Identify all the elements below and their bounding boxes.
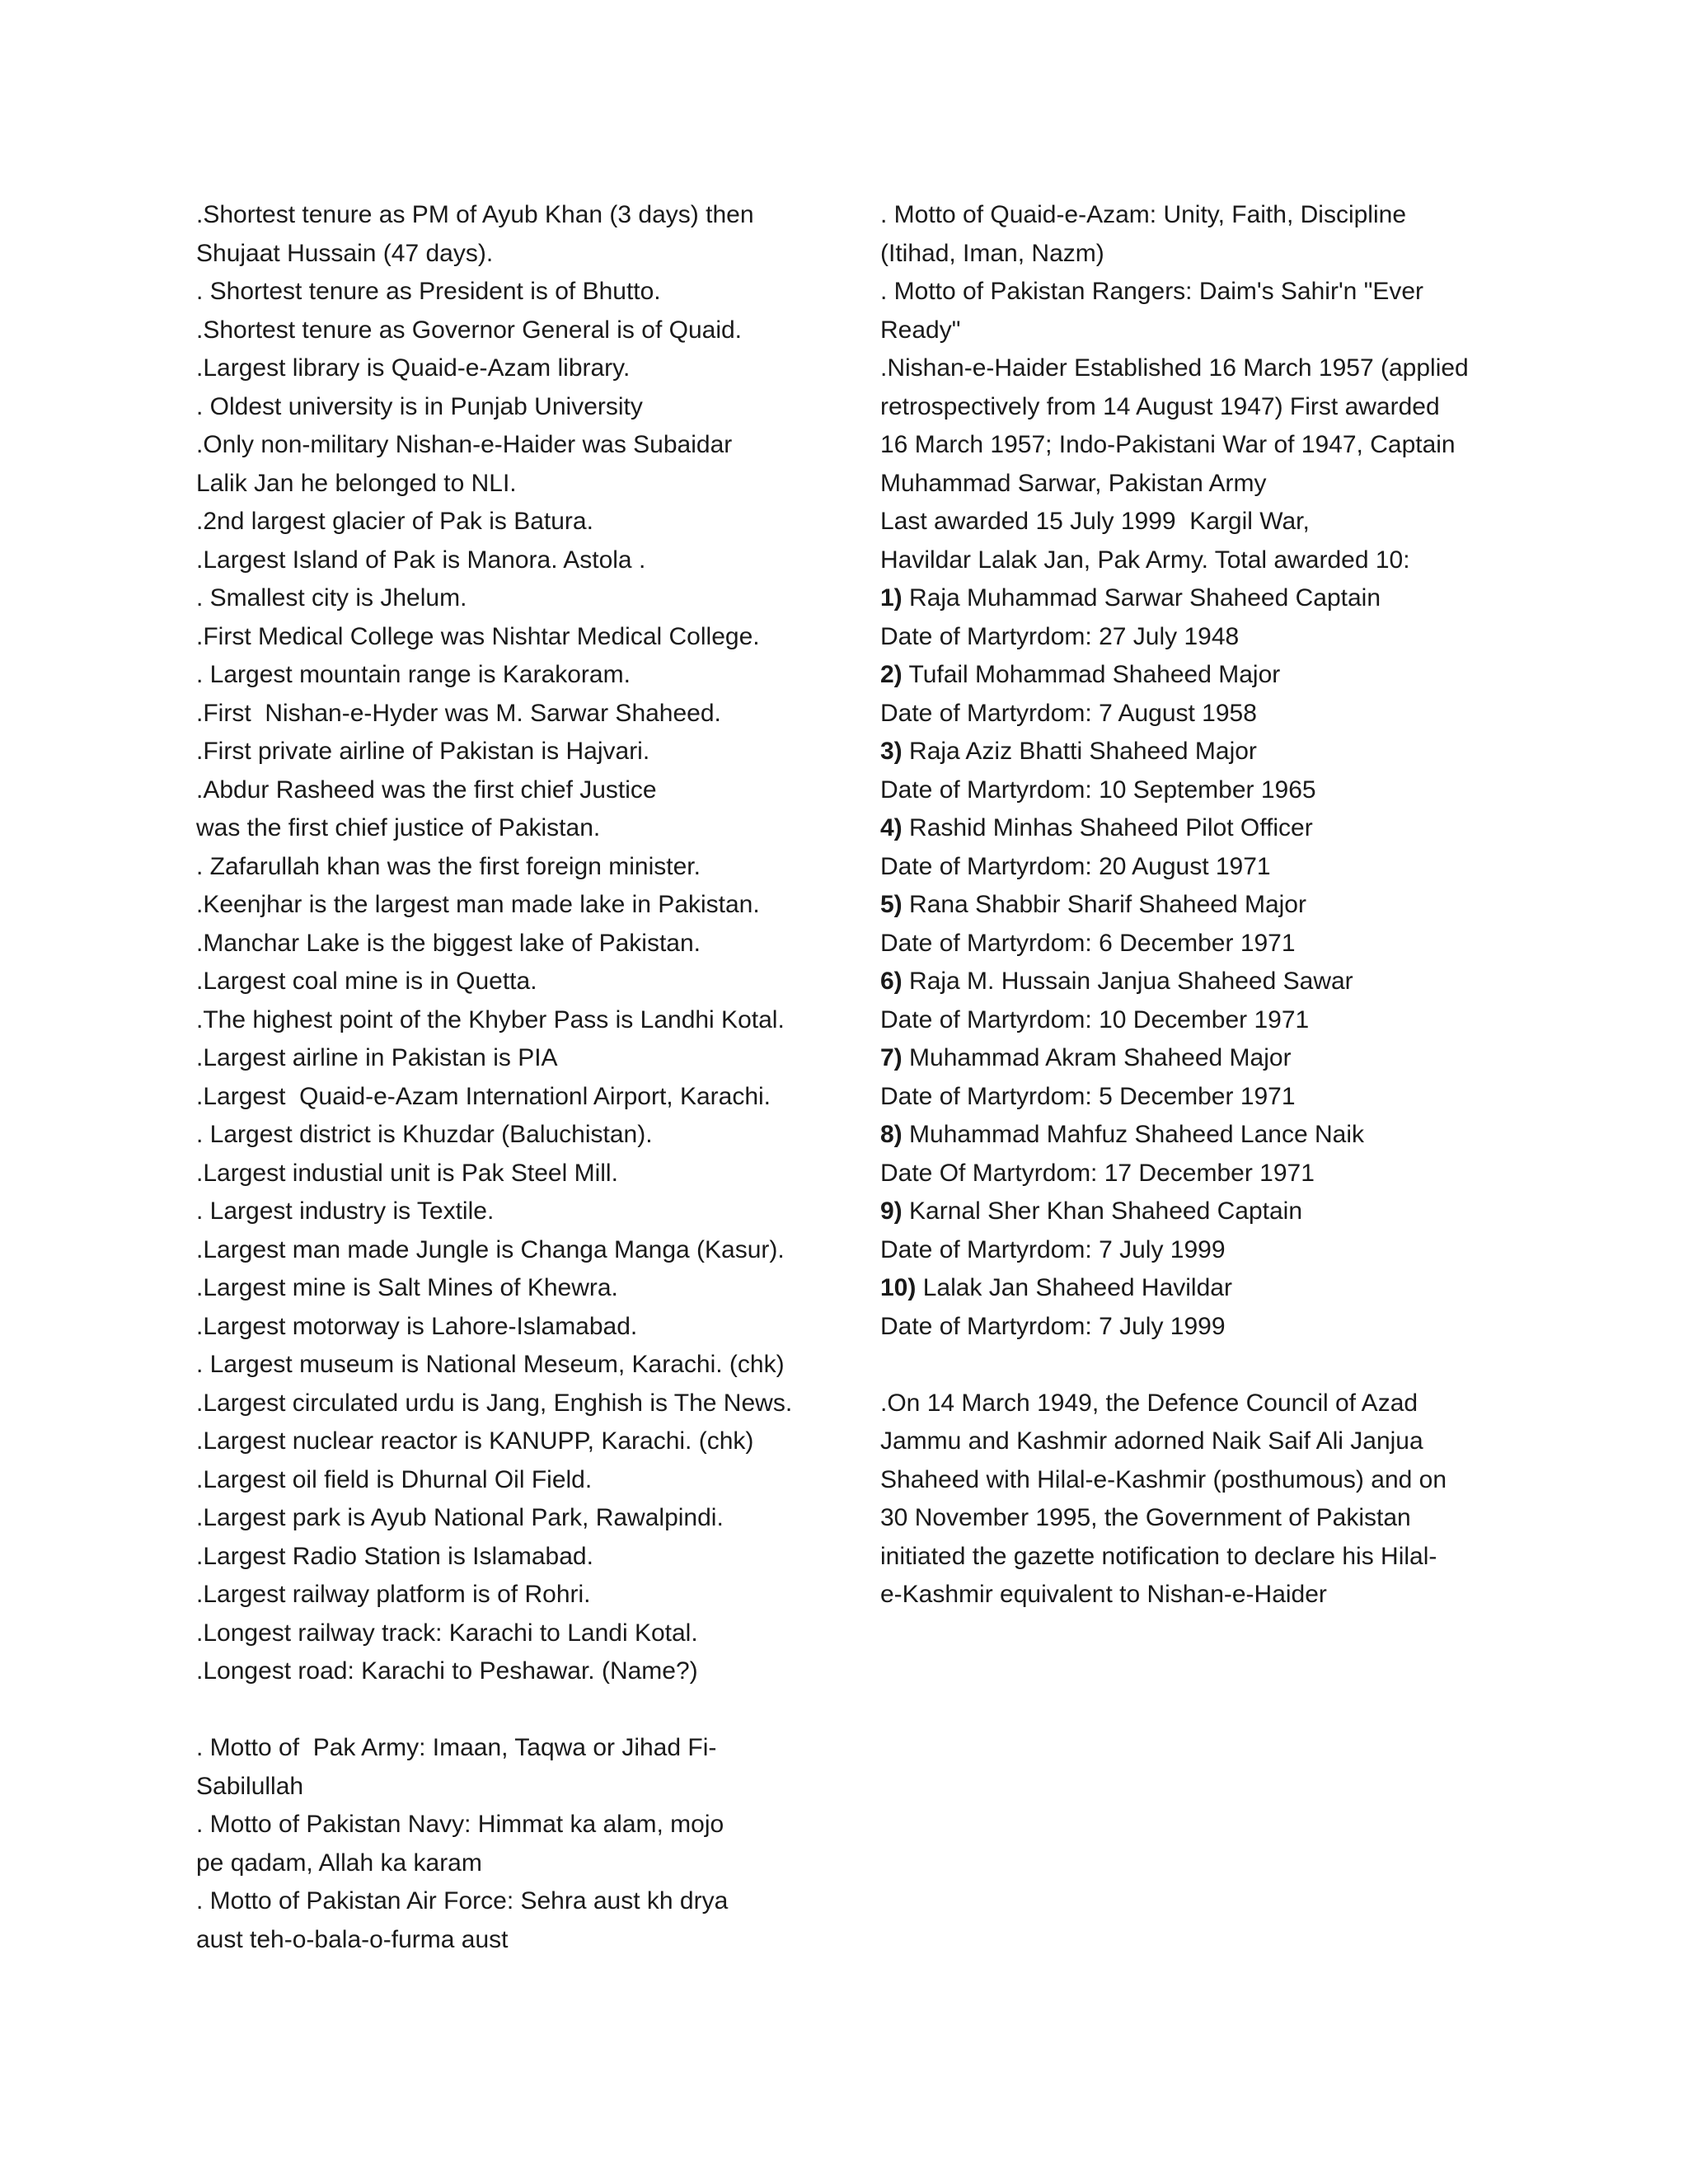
left-column <box>196 196 823 1959</box>
fact-line: .Largest motorway is Lahore-Islamabad. <box>196 1312 638 1340</box>
martyrdom-date: Date of Martyrdom: 6 December 1971 <box>880 929 1296 957</box>
recipients-list <box>880 579 1507 1346</box>
recipient-name: Raja Aziz Bhatti Shaheed Major <box>902 738 1257 765</box>
fact-line: .Largest park is Ayub National Park, Rawalpindi. <box>196 1504 724 1531</box>
motto-line: pe qadam, Allah ka karam <box>196 1849 482 1877</box>
recipient-entry <box>880 656 1507 733</box>
blank-line <box>196 1691 823 1730</box>
fact-line: .Keenjhar is the largest man made lake in Pakistan. <box>196 891 760 918</box>
fact-line: .Largest Quaid-e-Azam Internationl Airport, Karachi. <box>196 1082 771 1110</box>
fact-line: .Largest railway platform is of Rohri. <box>196 1581 591 1608</box>
fact-line: .Largest library is Quaid-e-Azam library. <box>196 354 631 382</box>
martyrdom-date: Date of Martyrdom: 10 December 1971 <box>880 1005 1310 1033</box>
intro-line: Last awarded 15 July 1999 Kargil War, <box>880 508 1310 535</box>
fact-line: was the first chief justice of Pakistan. <box>196 814 601 841</box>
fact-line: .Longest railway track: Karachi to Landi Kotal. <box>196 1619 698 1647</box>
recipient-entry <box>880 1269 1507 1346</box>
fact-line: .Largest man made Jungle is Changa Manga (Kasur). <box>196 1235 785 1263</box>
mottos-list <box>196 1729 823 1959</box>
recipient-entry <box>880 963 1507 1039</box>
recipient-entry <box>880 733 1507 809</box>
motto-line: Sabilullah <box>196 1772 304 1800</box>
intro-line: Muhammad Sarwar, Pakistan Army <box>880 469 1267 497</box>
fact-line: .Abdur Rasheed was the first chief Justice <box>196 776 657 804</box>
closing-line: 30 November 1995, the Government of Pakistan <box>880 1504 1411 1531</box>
fact-line: .Shortest tenure as PM of Ayub Khan (3 days) then <box>196 201 754 228</box>
recipient-number: 7) <box>880 1044 903 1071</box>
recipient-name: Tufail Mohammad Shaheed Major <box>902 661 1281 688</box>
fact-line: .2nd largest glacier of Pak is Batura. <box>196 508 593 535</box>
recipient-entry <box>880 886 1507 963</box>
fact-line: .First private airline of Pakistan is Hajvari. <box>196 738 650 765</box>
fact-line: .Manchar Lake is the biggest lake of Pakistan. <box>196 929 701 957</box>
fact-line: .First Nishan-e-Hyder was M. Sarwar Shaheed. <box>196 699 721 727</box>
intro-line: 16 March 1957; Indo-Pakistani War of 1947, Captain <box>880 431 1456 458</box>
intro-line: Havildar Lalak Jan, Pak Army. Total awarded 10: <box>880 546 1410 574</box>
recipient-entry <box>880 1039 1507 1116</box>
recipient-number: 8) <box>880 1121 903 1148</box>
recipient-number: 6) <box>880 968 903 995</box>
martyrdom-date: Date of Martyrdom: 7 July 1999 <box>880 1312 1226 1340</box>
intro-line: . Motto of Quaid-e-Azam: Unity, Faith, Discipline <box>880 201 1406 228</box>
fact-line: . Smallest city is Jhelum. <box>196 584 467 612</box>
intro-line: .Nishan-e-Haider Established 16 March 1957 (applied <box>880 354 1469 382</box>
recipient-name: Raja Muhammad Sarwar Shaheed Captain <box>902 584 1381 612</box>
fact-line: . Shortest tenure as President is of Bhutto. <box>196 278 661 305</box>
fact-line: . Largest district is Khuzdar (Baluchistan). <box>196 1121 653 1148</box>
fact-line: . Largest industry is Textile. <box>196 1197 495 1225</box>
facts-list <box>196 196 823 1691</box>
blank-line <box>880 1346 1507 1385</box>
recipient-number: 2) <box>880 661 903 688</box>
motto-line: . Motto of Pakistan Air Force: Sehra aust kh drya <box>196 1887 729 1915</box>
intro-line: Ready" <box>880 316 961 344</box>
motto-line: . Motto of Pakistan Navy: Himmat ka alam, mojo <box>196 1811 724 1838</box>
martyrdom-date: Date Of Martyrdom: 17 December 1971 <box>880 1159 1315 1187</box>
closing-paragraph <box>880 1385 1507 1615</box>
closing-line: Jammu and Kashmir adorned Naik Saif Ali Janjua <box>880 1427 1423 1455</box>
motto-line: aust teh-o-bala-o-furma aust <box>196 1925 509 1953</box>
intro-line: (Itihad, Iman, Nazm) <box>880 239 1104 267</box>
intro-line: retrospectively from 14 August 1947) First awarded <box>880 392 1440 420</box>
fact-line: .The highest point of the Khyber Pass is Landhi Kotal. <box>196 1005 785 1033</box>
recipient-name: Karnal Sher Khan Shaheed Captain <box>902 1197 1303 1225</box>
fact-line: .Largest oil field is Dhurnal Oil Field. <box>196 1465 593 1493</box>
fact-line: Shujaat Hussain (47 days). <box>196 239 494 267</box>
recipient-name: Rashid Minhas Shaheed Pilot Officer <box>902 814 1313 841</box>
fact-line: .Largest Radio Station is Islamabad. <box>196 1542 593 1570</box>
martyrdom-date: Date of Martyrdom: 10 September 1965 <box>880 776 1316 804</box>
fact-line: .Longest road: Karachi to Peshawar. (Name?) <box>196 1657 698 1685</box>
fact-line: .Largest nuclear reactor is KANUPP, Karachi. (chk) <box>196 1427 754 1455</box>
closing-line: initiated the gazette notification to declare his Hilal- <box>880 1542 1437 1570</box>
recipient-name: Raja M. Hussain Janjua Shaheed Sawar <box>902 968 1353 995</box>
recipient-name: Muhammad Akram Shaheed Major <box>902 1044 1292 1071</box>
closing-line: .On 14 March 1949, the Defence Council of Azad <box>880 1389 1418 1417</box>
fact-line: .Largest circulated urdu is Jang, Enghish is The News. <box>196 1389 793 1417</box>
martyrdom-date: Date of Martyrdom: 5 December 1971 <box>880 1082 1296 1110</box>
closing-line: Shaheed with Hilal-e-Kashmir (posthumous) and on <box>880 1465 1447 1493</box>
fact-line: .First Medical College was Nishtar Medical College. <box>196 622 760 650</box>
right-column <box>880 196 1507 1615</box>
fact-line: .Largest mine is Salt Mines of Khewra. <box>196 1274 618 1301</box>
martyrdom-date: Date of Martyrdom: 7 July 1999 <box>880 1235 1226 1263</box>
recipient-name: Rana Shabbir Sharif Shaheed Major <box>902 891 1306 918</box>
fact-line: .Shortest tenure as Governor General is of Quaid. <box>196 316 743 344</box>
martyrdom-date: Date of Martyrdom: 7 August 1958 <box>880 699 1257 727</box>
recipient-number: 5) <box>880 891 903 918</box>
recipient-entry <box>880 579 1507 656</box>
fact-line: . Zafarullah khan was the first foreign minister. <box>196 852 701 880</box>
recipient-number: 1) <box>880 584 903 612</box>
fact-line: .Largest industial unit is Pak Steel Mill. <box>196 1159 618 1187</box>
motto-line: . Motto of Pak Army: Imaan, Taqwa or Jihad Fi- <box>196 1734 717 1761</box>
fact-line: . Largest museum is National Meseum, Karachi. (chk) <box>196 1351 785 1378</box>
fact-line: .Only non-military Nishan-e-Haider was Subaidar <box>196 431 733 458</box>
recipient-name: Lalak Jan Shaheed Havildar <box>916 1274 1232 1301</box>
fact-line: .Largest coal mine is in Quetta. <box>196 968 537 995</box>
fact-line: . Oldest university is in Punjab University <box>196 392 643 420</box>
intro-block <box>880 196 1507 579</box>
martyrdom-date: Date of Martyrdom: 20 August 1971 <box>880 852 1271 880</box>
fact-line: Lalik Jan he belonged to NLI. <box>196 469 517 497</box>
martyrdom-date: Date of Martyrdom: 27 July 1948 <box>880 622 1240 650</box>
recipient-entry <box>880 1116 1507 1193</box>
fact-line: .Largest airline in Pakistan is PIA <box>196 1044 558 1071</box>
recipient-entry <box>880 1193 1507 1269</box>
recipient-number: 10) <box>880 1274 917 1301</box>
fact-line: . Largest mountain range is Karakoram. <box>196 661 631 688</box>
recipient-entry <box>880 809 1507 886</box>
recipient-number: 9) <box>880 1197 903 1225</box>
recipient-number: 3) <box>880 738 903 765</box>
recipient-number: 4) <box>880 814 903 841</box>
fact-line: .Largest Island of Pak is Manora. Astola . <box>196 546 646 574</box>
recipient-name: Muhammad Mahfuz Shaheed Lance Naik <box>902 1121 1365 1148</box>
intro-line: . Motto of Pakistan Rangers: Daim's Sahir'n "Ever <box>880 278 1424 305</box>
closing-line: e-Kashmir equivalent to Nishan-e-Haider <box>880 1581 1327 1608</box>
